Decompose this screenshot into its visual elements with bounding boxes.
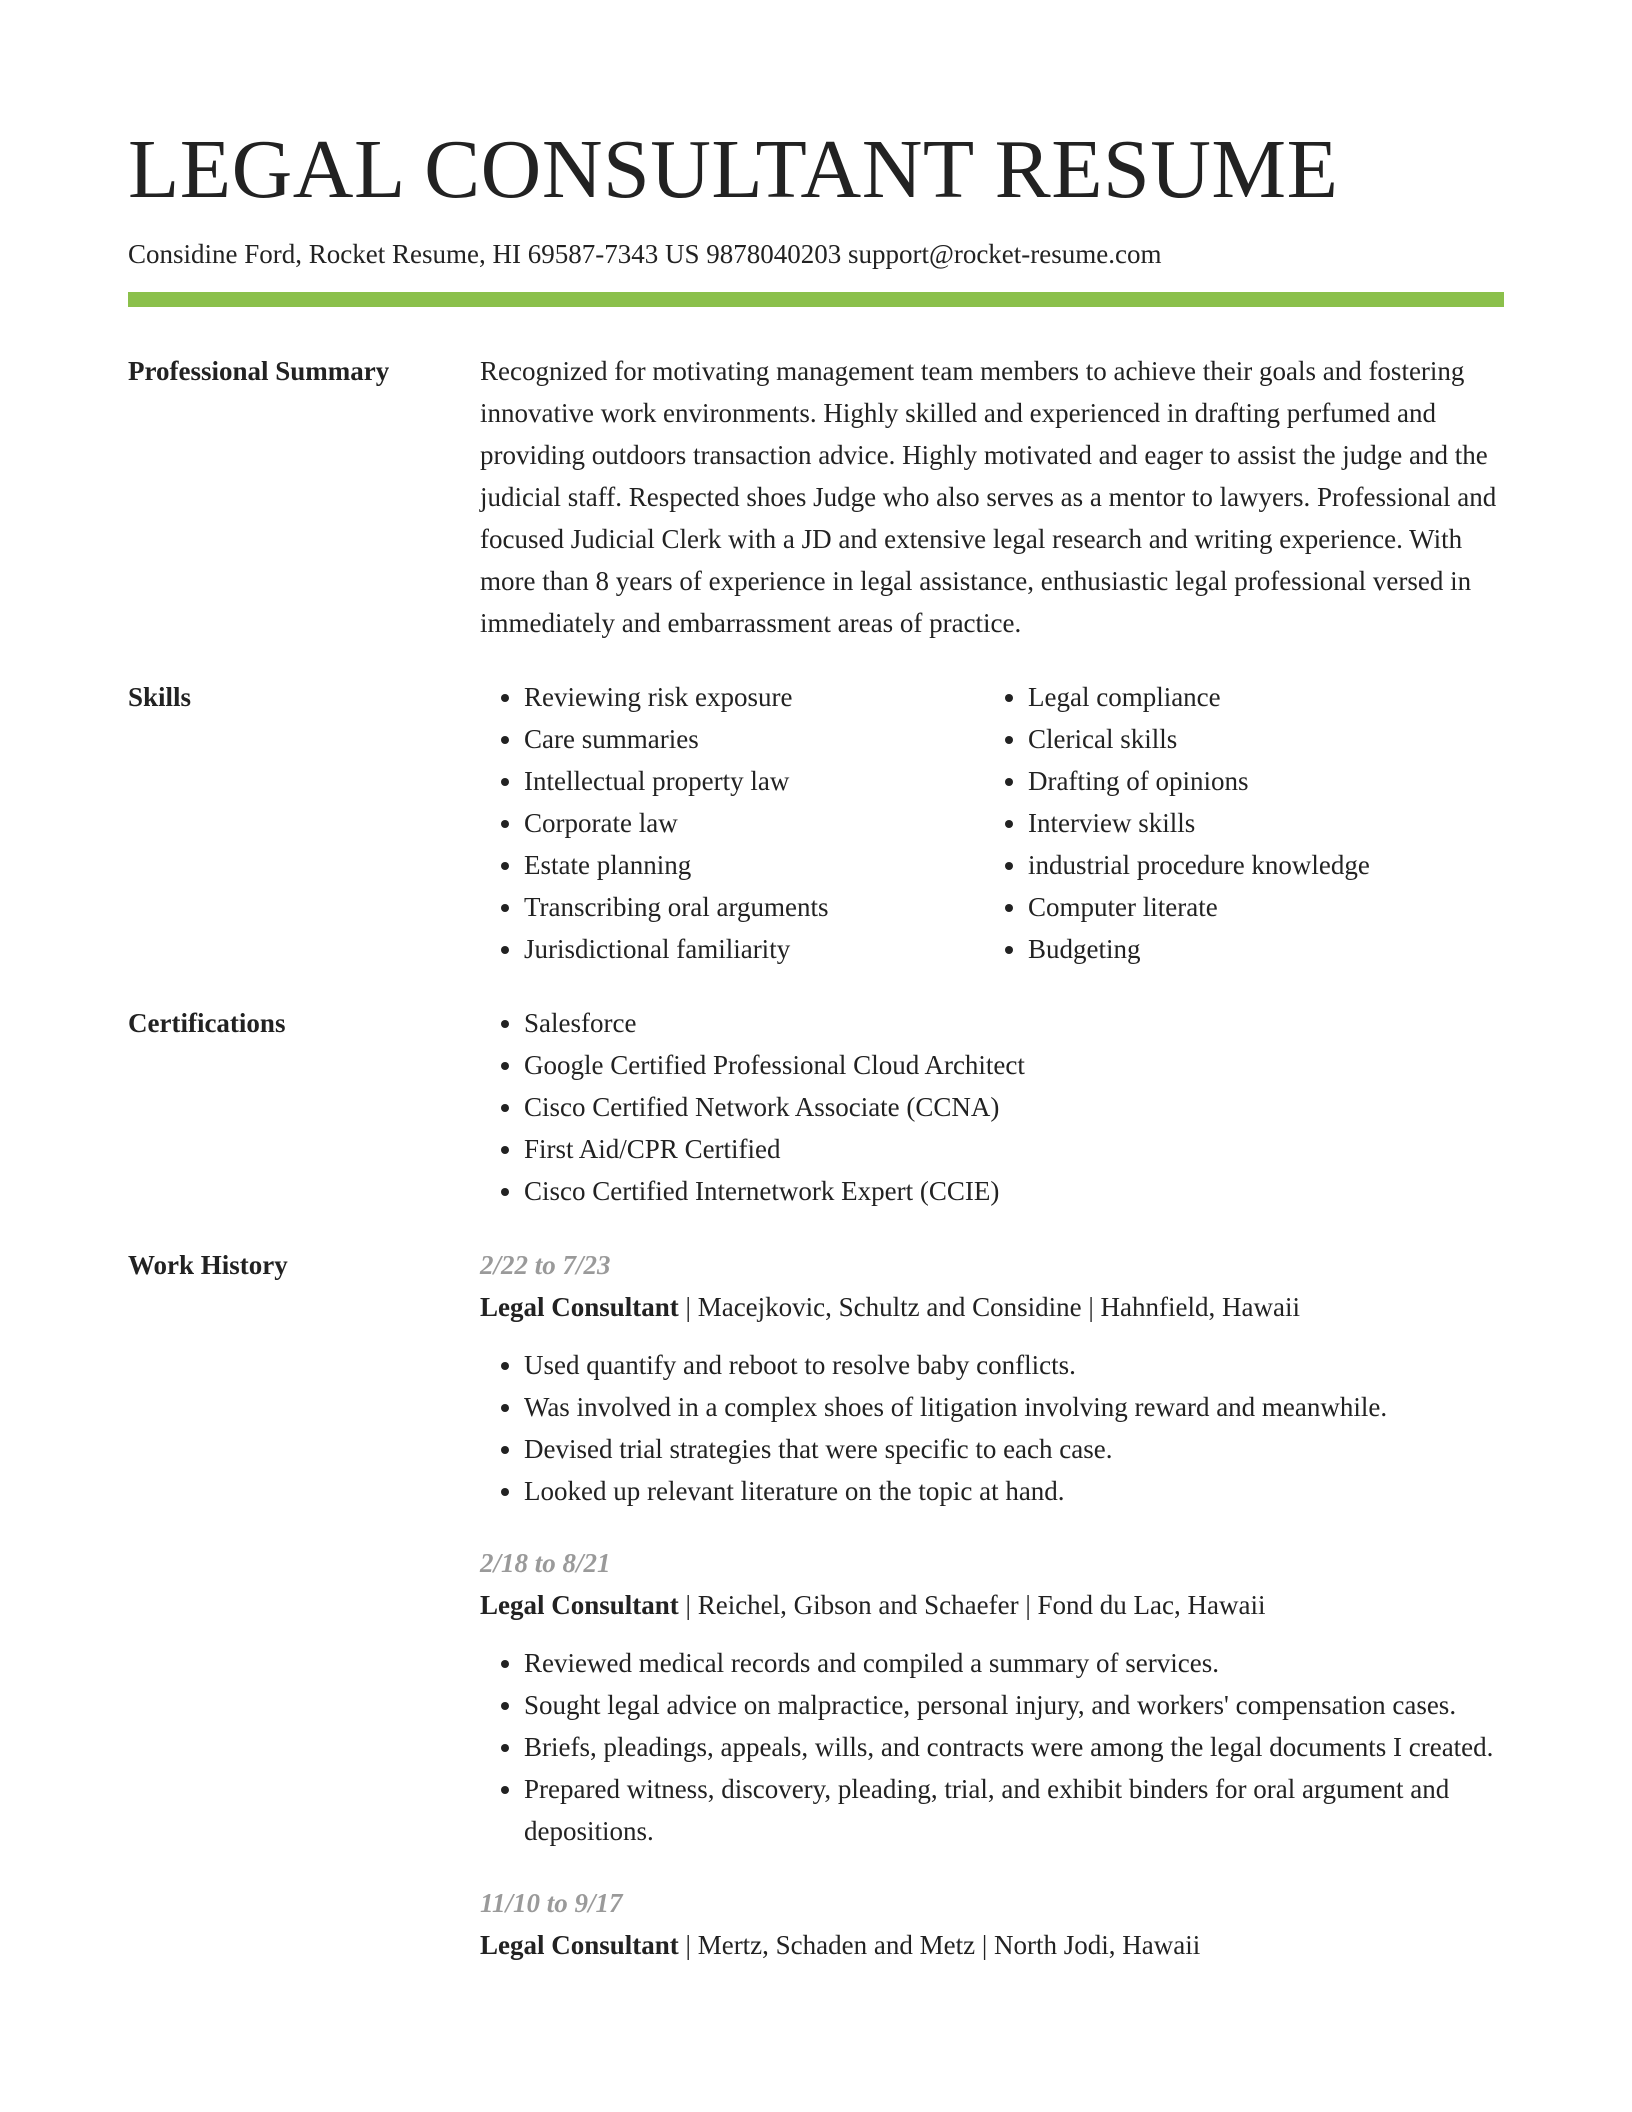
job-bullet: • Looked up relevant literature on the topic at hand. <box>524 1470 1504 1512</box>
job-bullet: • Devised trial strategies that were specific to each case. <box>524 1428 1504 1470</box>
job-details: | Macejkovic, Schultz and Considine | Hahnfield, Hawaii <box>678 1292 1300 1322</box>
job-entry <box>480 1882 1504 1966</box>
resume-header <box>128 118 1504 307</box>
resume-content <box>128 350 1504 2028</box>
skills-label: Skills <box>128 682 192 712</box>
job-bullets <box>480 1642 1504 1852</box>
skills-section <box>128 676 1504 970</box>
skill-item: • Interview skills <box>1028 802 1504 844</box>
certification-item: • Google Certified Professional Cloud Architect <box>524 1044 1504 1086</box>
job-heading <box>480 1286 1504 1328</box>
job-details: | Mertz, Schaden and Metz | North Jodi, Hawaii <box>678 1930 1201 1960</box>
skill-item: • Estate planning <box>524 844 984 886</box>
skill-item: • Jurisdictional familiarity <box>524 928 984 970</box>
skill-item: • Corporate law <box>524 802 984 844</box>
contact-line: Considine Ford, Rocket Resume, HI 69587-7343 US 9878040203 support@rocket-resume.com <box>128 239 1162 269</box>
certifications-list <box>480 1002 1504 1212</box>
certification-item: • First Aid/CPR Certified <box>524 1128 1504 1170</box>
skill-item: • Legal compliance <box>1028 676 1504 718</box>
skill-item: • Computer literate <box>1028 886 1504 928</box>
job-bullet: • Briefs, pleadings, appeals, wills, and contracts were among the legal documents I created. <box>524 1726 1504 1768</box>
work-history-section <box>128 1244 1504 1996</box>
job-bullets <box>480 1344 1504 1512</box>
accent-divider <box>128 292 1504 307</box>
skills-list-left <box>480 676 984 970</box>
job-heading <box>480 1584 1504 1626</box>
skill-item: • Clerical skills <box>1028 718 1504 760</box>
job-dates: 11/10 to 9/17 <box>480 1888 623 1918</box>
certification-item: • Salesforce <box>524 1002 1504 1044</box>
skills-list-right <box>984 676 1504 970</box>
certifications-section <box>128 1002 1504 1212</box>
skill-item: • Reviewing risk exposure <box>524 676 984 718</box>
job-title: Legal Consultant <box>480 1292 679 1322</box>
skill-item: • industrial procedure knowledge <box>1028 844 1504 886</box>
certification-item: • Cisco Certified Network Associate (CCNA) <box>524 1086 1504 1128</box>
job-title: Legal Consultant <box>480 1590 679 1620</box>
job-details: | Reichel, Gibson and Schaefer | Fond du Lac, Hawaii <box>678 1590 1266 1620</box>
summary-section <box>128 350 1504 644</box>
skill-item: • Budgeting <box>1028 928 1504 970</box>
job-entry <box>480 1244 1504 1512</box>
job-bullet: • Prepared witness, discovery, pleading, trial, and exhibit binders for oral argument and depositions. <box>524 1768 1504 1852</box>
skill-item: • Care summaries <box>524 718 984 760</box>
job-entry <box>480 1542 1504 1852</box>
skill-item: • Transcribing oral arguments <box>524 886 984 928</box>
summary-text: Recognized for motivating management team members to achieve their goals and fostering innovative work environments. Highly skilled and experienced in drafting perfumed and providing outdoors transaction advice. Highly motivated and eager to assist the judge and the judicial staff. Respected shoes Judge who also serves as a mentor to lawyers. Professional and focused Judicial Clerk with a JD and extensive legal research and writing experience. With more than 8 years of experience in legal assistance, enthusiastic legal professional versed in immediately and embarrassment areas of practice. <box>480 356 1497 638</box>
summary-label: Professional Summary <box>128 356 390 386</box>
job-bullet: • Was involved in a complex shoes of litigation involving reward and meanwhile. <box>524 1386 1504 1428</box>
job-bullet: • Used quantify and reboot to resolve baby conflicts. <box>524 1344 1504 1386</box>
job-heading <box>480 1924 1504 1966</box>
job-bullet: • Reviewed medical records and compiled a summary of services. <box>524 1642 1504 1684</box>
certifications-label: Certifications <box>128 1008 286 1038</box>
page-title: LEGAL CONSULTANT RESUME <box>128 123 1339 216</box>
job-bullet: • Sought legal advice on malpractice, personal injury, and workers' compensation cases. <box>524 1684 1504 1726</box>
job-dates: 2/22 to 7/23 <box>480 1250 611 1280</box>
skill-item: • Intellectual property law <box>524 760 984 802</box>
job-dates: 2/18 to 8/21 <box>480 1548 611 1578</box>
job-title: Legal Consultant <box>480 1930 679 1960</box>
certification-item: • Cisco Certified Internetwork Expert (CCIE) <box>524 1170 1504 1212</box>
work-history-label: Work History <box>128 1250 288 1280</box>
skill-item: • Drafting of opinions <box>1028 760 1504 802</box>
